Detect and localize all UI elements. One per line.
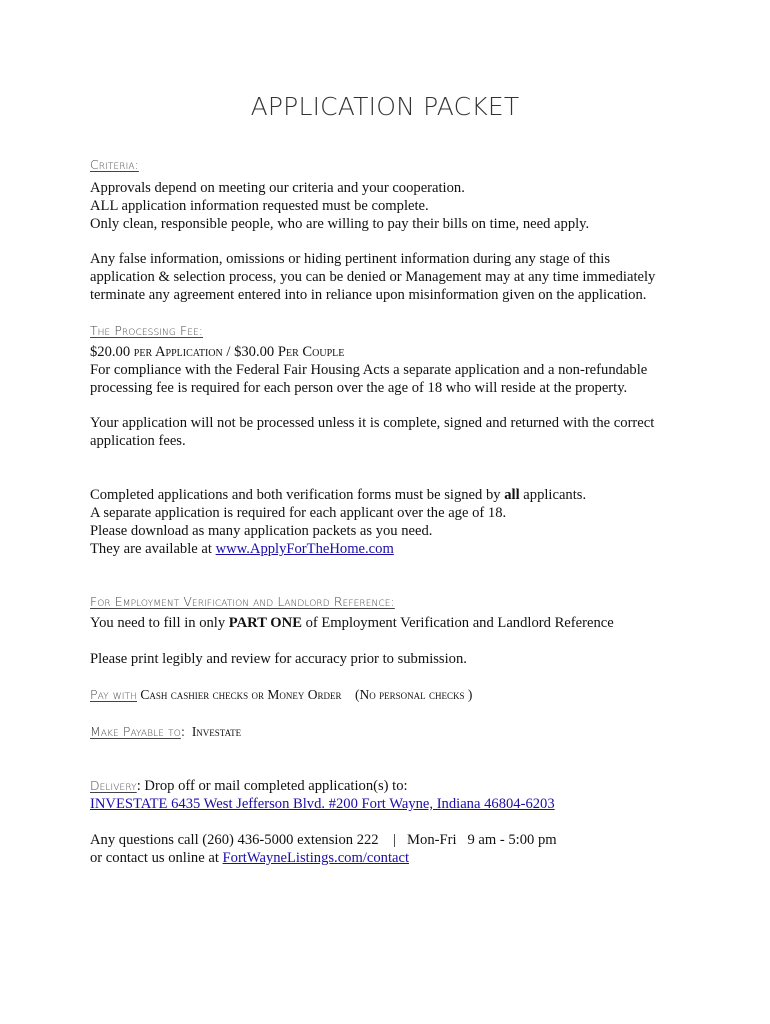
paragraph-line: Please print legibly and review for accuracy prior to submission. <box>90 651 467 667</box>
payment-methods: Cash cashier checks or Money Order (No personal checks ) <box>136 687 473 702</box>
paragraph-line <box>90 486 690 504</box>
payable-to-line <box>90 723 690 741</box>
paragraph-line: Any false information, omissions or hiding pertinent information during any stage of this <box>90 251 611 267</box>
delivery-address-line <box>90 795 690 813</box>
page-title: APPLICATION PACKET <box>250 92 520 121</box>
delivery-line <box>90 777 690 795</box>
contact-paragraph <box>90 831 690 867</box>
processing-fee-heading: The Processing Fee: <box>90 323 204 338</box>
address-link[interactable]: INVESTATE 6435 West Jefferson Blvd. #200 Fort Wayne, Indiana 46804-6203 <box>90 796 555 812</box>
payee-name: Investate <box>185 724 242 739</box>
delivery-heading: Delivery <box>90 778 137 793</box>
text-segment: applicants. <box>519 487 587 503</box>
paragraph-line: A separate application is required for each applicant over the age of 18. <box>90 505 507 521</box>
apply-website-link[interactable]: www.ApplyForTheHome.com <box>215 541 394 557</box>
fee-paragraph <box>90 343 690 397</box>
text-segment: Completed applications and both verification forms must be signed by <box>90 487 505 503</box>
text-segment: They are available at <box>90 541 216 557</box>
paragraph-line: Your application will not be processed unless it is complete, signed and returned with the correct <box>90 415 655 431</box>
criteria-heading: Criteria: <box>90 157 139 172</box>
criteria-line: ALL application information requested must be complete. <box>90 198 429 214</box>
paragraph-line <box>90 540 690 558</box>
paragraph-line <box>90 614 690 632</box>
delivery-text: : Drop off or mail completed application(s) to: <box>136 778 408 794</box>
unprocessed-paragraph <box>90 414 690 450</box>
payable-to-heading: Make Payable to <box>90 724 181 739</box>
pay-with-heading: Pay with <box>90 687 137 702</box>
employment-verification-heading: For Employment Verification and Landlord Reference: <box>90 594 395 609</box>
phone-hours-line: Any questions call (260) 436-5000 extension 222 | Mon-Fri 9 am - 5:00 pm <box>90 832 557 848</box>
bold-text: PART ONE <box>228 615 302 631</box>
print-legibly-line <box>90 650 690 668</box>
contact-link[interactable]: FortWayneListings.com/contact <box>222 850 410 866</box>
paragraph-line: application fees. <box>90 433 186 449</box>
criteria-lines <box>90 179 690 233</box>
bold-text: all <box>504 487 520 503</box>
criteria-line: Approvals depend on meeting our criteria and your cooperation. <box>90 180 465 196</box>
paragraph-line: terminate any agreement entered into in reliance upon misinformation given on the application. <box>90 287 647 303</box>
fee-amount-line: $20.00 per Application / $30.00 Per Couple <box>90 344 345 360</box>
completed-paragraph <box>90 486 690 558</box>
false-info-paragraph <box>90 250 690 304</box>
paragraph-line: Please download as many application packets as you need. <box>90 523 433 539</box>
paragraph-line: For compliance with the Federal Fair Housing Acts a separate application and a non-refundable <box>90 362 648 378</box>
text-segment: You need to fill in only <box>90 615 229 631</box>
criteria-line: Only clean, responsible people, who are willing to pay their bills on time, need apply. <box>90 216 590 232</box>
text-segment: or contact us online at <box>90 850 223 866</box>
paragraph-line <box>90 849 690 867</box>
paragraph-line: application & selection process, you can be denied or Management may at any time immediately <box>90 269 656 285</box>
employment-line <box>90 614 690 632</box>
paragraph-line: processing fee is required for each person over the age of 18 who will reside at the property. <box>90 380 628 396</box>
payable-colon: : <box>180 724 186 739</box>
text-segment: of Employment Verification and Landlord Reference <box>301 615 614 631</box>
pay-with-line <box>90 686 690 704</box>
